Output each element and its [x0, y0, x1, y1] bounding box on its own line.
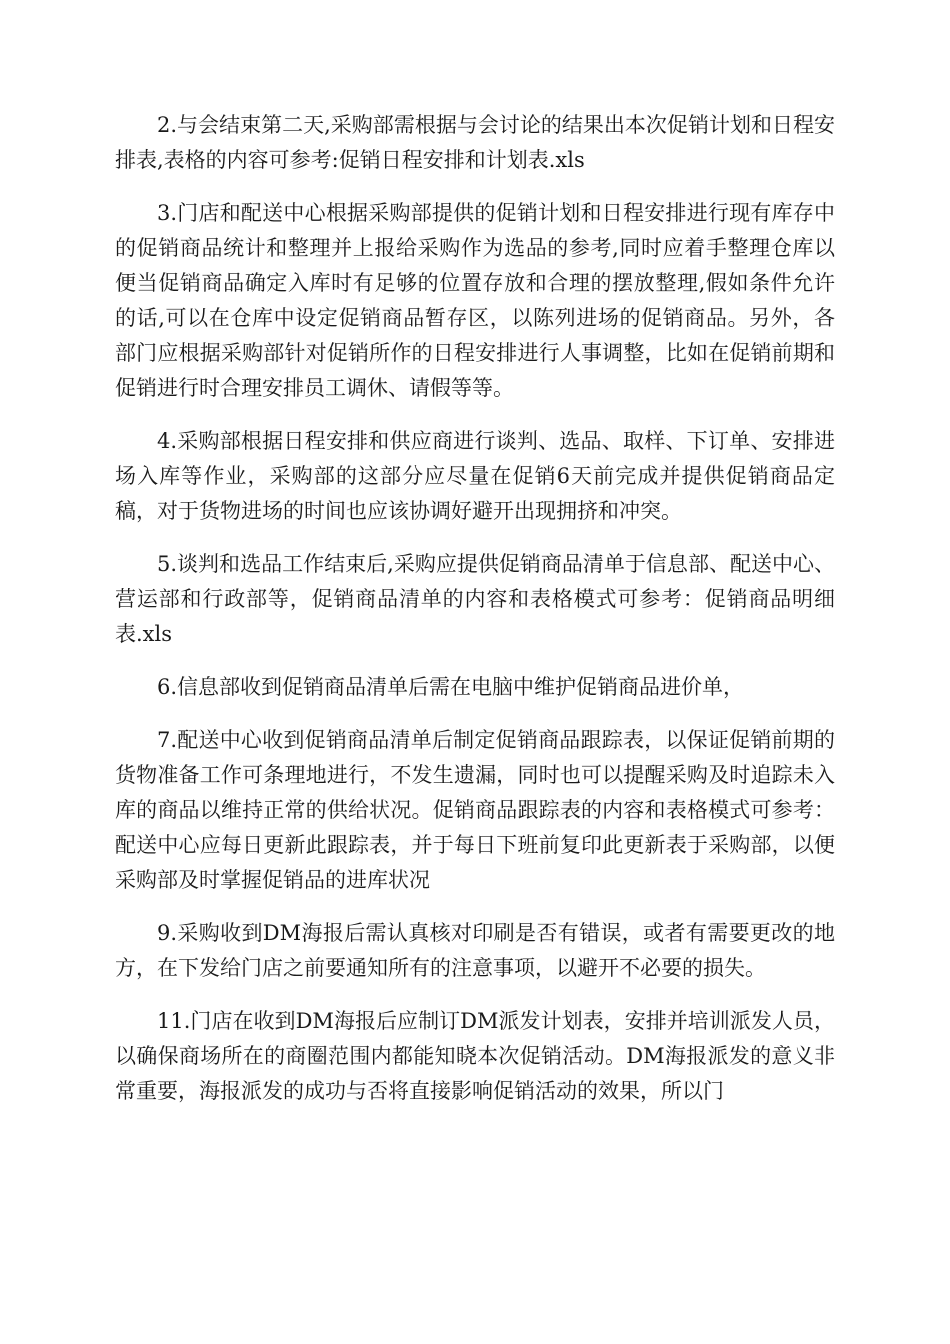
paragraph-step-6: 6.信息部收到促销商品清单后需在电脑中维护促销商品进价单，	[157, 675, 745, 699]
paragraph-step-2: 2.与会结束第二天,采购部需根据与会讨论的结果出本次促销计划和日程安排表,表格的内容可参考:促销日程安排和计划表.xls	[115, 113, 835, 172]
paragraph-step-5: 5.谈判和选品工作结束后,采购应提供促销商品清单于信息部、配送中心、营运部和行政部等，促销商品清单的内容和表格模式可参考：促销商品明细表.xls	[115, 552, 835, 646]
paragraph-step-4: 4.采购部根据日程安排和供应商进行谈判、选品、取样、下订单、安排进场入库等作业，采购部的这部分应尽量在促销6天前完成并提供促销商品定稿，对于货物进场的时间也应该协调好避开出现拥挤和冲突。	[115, 429, 835, 523]
paragraph-step-7: 7.配送中心收到促销商品清单后制定促销商品跟踪表，以保证促销前期的货物准备工作可条理地进行，不发生遗漏，同时也可以提醒采购及时追踪未入库的商品以维持正常的供给状况。促销商品跟踪表的内容和表格模式可参考：配送中心应每日更新此跟踪表，并于每日下班前复印此更新表于采购部，以便采购部及时掌握促销品的进库状况	[115, 728, 835, 892]
paragraph-step-3: 3.门店和配送中心根据采购部提供的促销计划和日程安排进行现有库存中的促销商品统计和整理并上报给采购作为选品的参考,同时应着手整理仓库以便当促销商品确定入库时有足够的位置存放和合理的摆放整理,假如条件允许的话,可以在仓库中设定促销商品暂存区，以陈列进场的促销商品。另外，各部门应根据采购部针对促销所作的日程安排进行人事调整，比如在促销前期和促销进行时合理安排员工调休、请假等等。	[115, 201, 835, 400]
paragraph-step-9: 9.采购收到DM海报后需认真核对印刷是否有错误，或者有需要更改的地方，在下发给门店之前要通知所有的注意事项，以避开不必要的损失。	[115, 921, 835, 980]
paragraph-step-11: 11.门店在收到DM海报后应制订DM派发计划表，安排并培训派发人员，以确保商场所在的商圈范围内都能知晓本次促销活动。DM海报派发的意义非常重要，海报派发的成功与否将直接影响促销活动的效果，所以门	[115, 1009, 835, 1103]
document-page	[115, 108, 835, 1127]
